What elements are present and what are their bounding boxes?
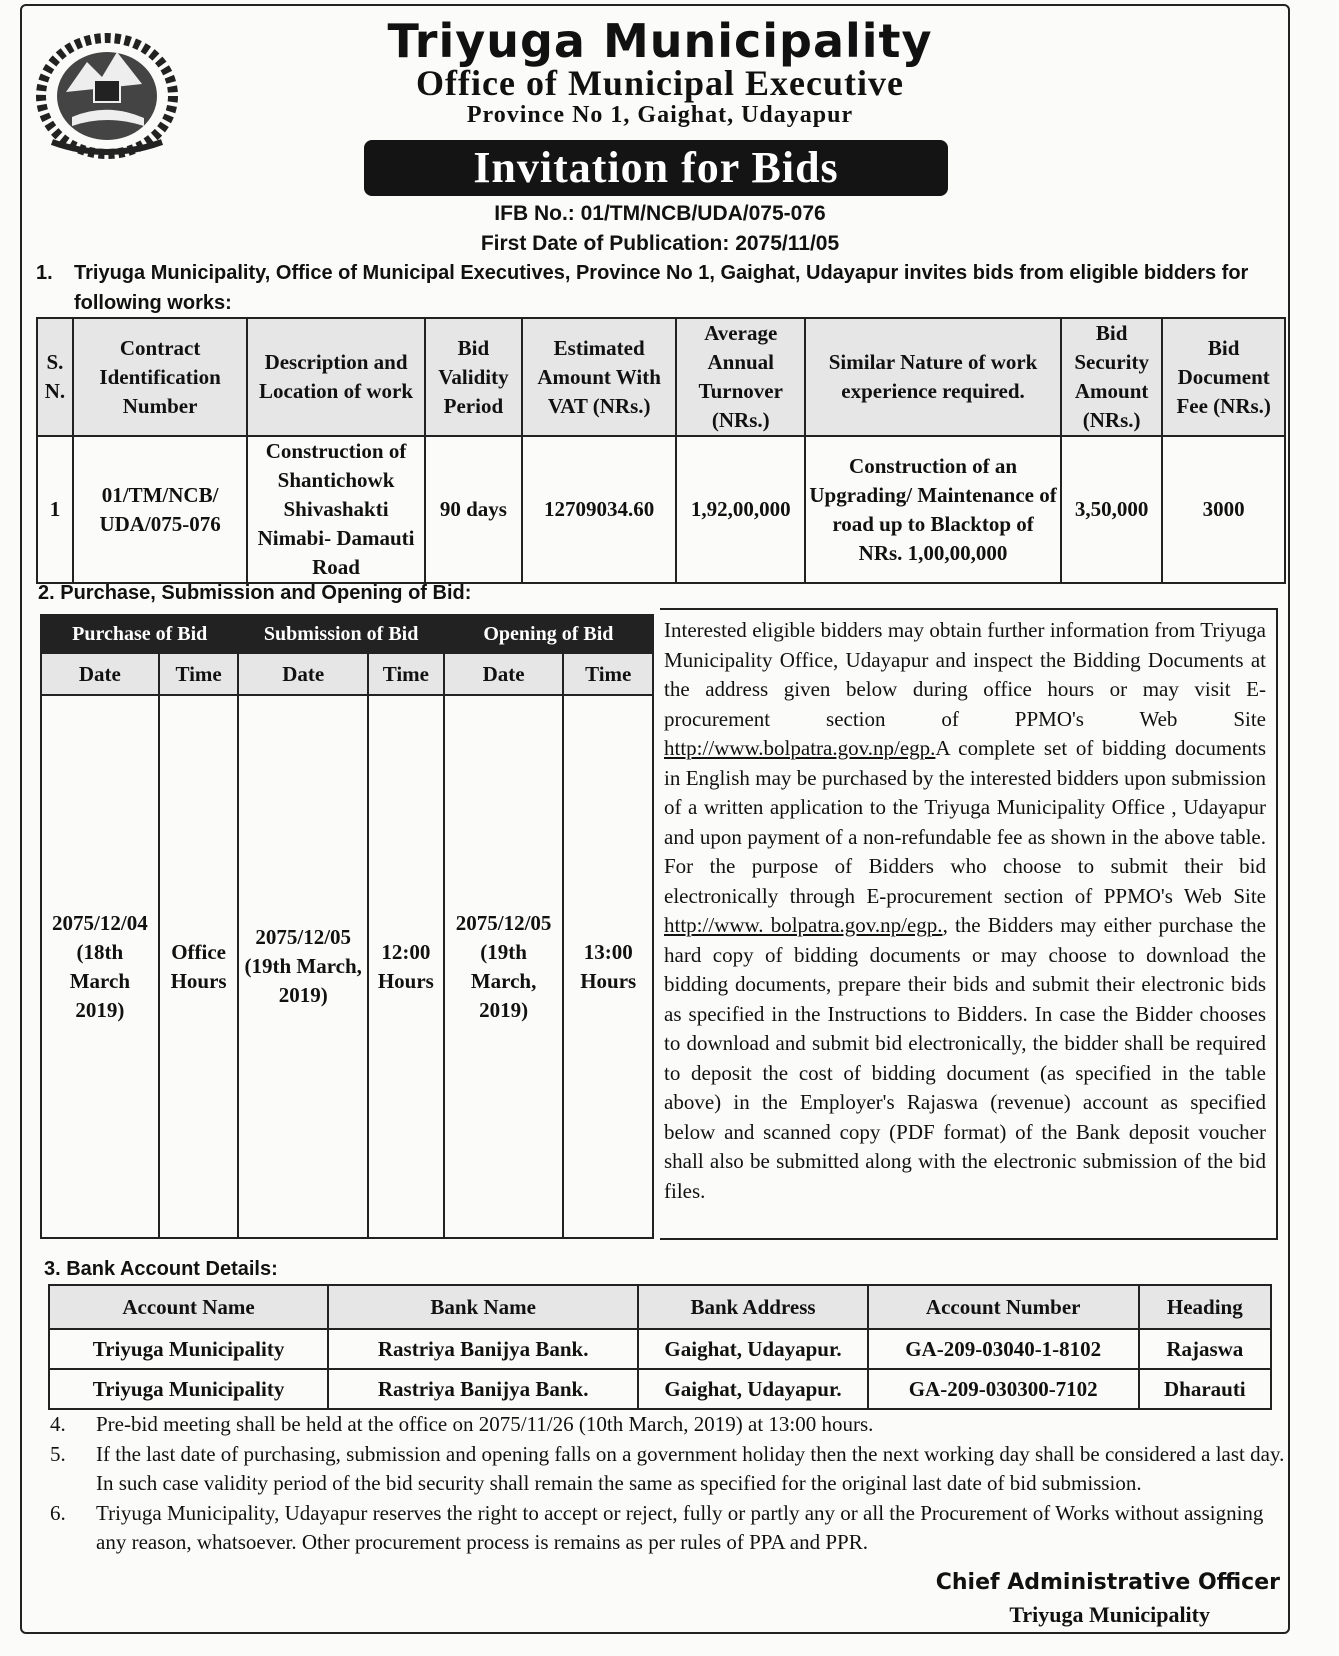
bank-header-heading: Heading — [1139, 1285, 1271, 1329]
account-number: GA-209-030300-7102 — [868, 1369, 1139, 1409]
schedule-subheader-time: Time — [368, 653, 444, 695]
works-cell-sn: 1 — [37, 436, 73, 583]
schedule-subheader-time: Time — [563, 653, 653, 695]
note-number: 6. — [50, 1500, 66, 1525]
opening-time: 13:00 Hours — [563, 695, 653, 1238]
bidding-info-paragraph — [660, 608, 1278, 1240]
works-header-description: Description and Location of work — [247, 318, 425, 436]
section-1-text: Triyuga Municipality, Office of Municipal Executives, Province No 1, Gaighat, Udayapur invites bids from eligible bidders for following works: — [74, 262, 1249, 314]
schedule-group-purchase: Purchase of Bid — [41, 615, 238, 653]
works-cell-turnover: 1,92,00,000 — [676, 436, 805, 583]
account-name: Triyuga Municipality — [49, 1369, 328, 1409]
bank-address: Gaighat, Udayapur. — [638, 1369, 868, 1409]
egp-link-2[interactable]: http://www. bolpatra.gov.np/egp. — [664, 913, 943, 937]
opening-date-cell — [444, 695, 564, 1238]
ifb-number: IFB No.: 01/TM/NCB/UDA/075-076 — [494, 202, 826, 225]
list-item — [50, 1410, 1290, 1440]
account-name: Triyuga Municipality — [49, 1329, 328, 1369]
section-3-title: 3. Bank Account Details: — [44, 1258, 278, 1280]
schedule-subheader-date: Date — [444, 653, 564, 695]
egp-link-1[interactable]: http://www.bolpatra.gov.np/egp. — [664, 736, 936, 760]
municipality-title: Triyuga Municipality — [387, 14, 933, 68]
schedule-subheader-date: Date — [238, 653, 368, 695]
table-row — [49, 1329, 1271, 1369]
schedule-subheader-time: Time — [159, 653, 239, 695]
works-cell-contract-id: 01/TM/NCB/ UDA/075-076 — [73, 436, 247, 583]
works-header-experience: Similar Nature of work experience required. — [805, 318, 1061, 436]
opening-date: 2075/12/05 — [455, 910, 552, 935]
publication-date: First Date of Publication: 2075/11/05 — [480, 232, 840, 255]
bank-header-bank-name: Bank Name — [328, 1285, 638, 1329]
works-cell-bid-security: 3,50,000 — [1061, 436, 1162, 583]
signatory-organization: Triyuga Municipality — [1009, 1602, 1210, 1627]
account-heading: Dharauti — [1139, 1369, 1271, 1409]
submission-date-cell — [238, 695, 368, 1238]
list-item — [50, 1440, 1290, 1499]
schedule-group-submission: Submission of Bid — [238, 615, 443, 653]
works-table — [36, 317, 1286, 584]
signatory-title: Chief Administrative Officer — [935, 1570, 1280, 1595]
account-number: GA-209-03040-1-8102 — [868, 1329, 1139, 1369]
purchase-time: Office Hours — [159, 695, 239, 1238]
schedule-table — [40, 614, 654, 1239]
purchase-date: 2075/12/04 — [52, 910, 148, 935]
works-header-doc-fee: Bid Document Fee (NRs.) — [1162, 318, 1285, 436]
nepal-emblem-logo — [32, 22, 182, 162]
bidding-info-text-c: , the Bidders may either purchase the hard copy of bidding documents or may choose to download the bidding documents, prepare their bids and submit their electronic bids as specified in the Instructions to Bidders. In case the Bidder chooses to download and submit bid electronically, the bidder shall be required to deposit the cost of bidding document (as specified in the table above) in the Employer's Rajaswa (revenue) account as specified below and scanned copy (PDF format) of the Bank deposit voucher shall also be submitted along with the electronic submission of the bid files. — [664, 913, 1266, 1203]
submission-time: 12:00 Hours — [368, 695, 444, 1238]
note-text: If the last date of purchasing, submission and opening falls on a government holiday then the next working day shall be considered a last day. In such case validity period of the bid security shall remain the same as specified for the original last date of bid submission. — [96, 1441, 1285, 1495]
submission-date: 2075/12/05 — [255, 925, 352, 949]
works-header-sn: S. N. — [37, 318, 73, 436]
purchase-date-note: (18th March 2019) — [69, 939, 130, 1022]
bank-name: Rastriya Banijya Bank. — [328, 1329, 638, 1369]
works-cell-validity: 90 days — [425, 436, 522, 583]
schedule-subheader-date: Date — [41, 653, 159, 695]
table-row — [49, 1369, 1271, 1409]
notes-list — [50, 1410, 1290, 1558]
bank-header-bank-address: Bank Address — [638, 1285, 868, 1329]
account-heading: Rajaswa — [1139, 1329, 1271, 1369]
works-cell-experience: Construction of an Upgrading/ Maintenance of road up to Blacktop of NRs. 1,00,00,000 — [805, 436, 1061, 583]
purchase-date-cell — [41, 695, 159, 1238]
office-title: Office of Municipal Executive — [416, 63, 904, 103]
submission-date-note: (19th March, 2019) — [244, 954, 362, 1007]
works-header-estimated-amount: Estimated Amount With VAT (NRs.) — [522, 318, 676, 436]
office-address: Province No 1, Gaighat, Udayapur — [466, 102, 854, 128]
invitation-banner: Invitation for Bids — [364, 140, 948, 196]
works-header-contract-id: Contract Identification Number — [73, 318, 247, 436]
section-2-title: 2. Purchase, Submission and Opening of Bid: — [38, 582, 472, 604]
works-cell-doc-fee: 3000 — [1162, 436, 1285, 583]
note-number: 4. — [50, 1412, 66, 1436]
note-text: Pre-bid meeting shall be held at the office on 2075/11/26 (10th March, 2019) at 13:00 hours. — [96, 1412, 874, 1436]
bidding-info-text-a: Interested eligible bidders may obtain further information from Triyuga Municipality Office, Udayapur and inspect the Bidding Documents at the address given below during office hours or may visit E-procurement section of PPMO's Web Site — [664, 618, 1266, 731]
works-header-turnover: Average Annual Turnover (NRs.) — [676, 318, 805, 436]
note-number: 5. — [50, 1441, 66, 1466]
works-cell-description: Construction of Shantichowk Shivashakti Nimabi- Damauti Road — [247, 436, 425, 583]
section-1-number: 1. — [36, 262, 53, 284]
bank-header-account-number: Account Number — [868, 1285, 1139, 1329]
bank-name: Rastriya Banijya Bank. — [328, 1369, 638, 1409]
bank-account-table — [48, 1284, 1272, 1410]
works-header-bid-security: Bid Security Amount (NRs.) — [1061, 318, 1162, 436]
bank-address: Gaighat, Udayapur. — [638, 1329, 868, 1369]
bidding-info-text-b: A complete set of bidding documents in English may be purchased by the interested bidders upon submission of a written application to the Triyuga Municipality Office , Udayapur and upon payment of a non-refundable fee as shown in the above table. For the purpose of Bidders who choose to submit their bid electronically through E-procurement section of PPMO's Web Site — [664, 736, 1266, 908]
works-cell-estimated-amount: 12709034.60 — [522, 436, 676, 583]
opening-date-note: (19th March, 2019) — [470, 939, 537, 1022]
bank-header-account-name: Account Name — [49, 1285, 328, 1329]
schedule-group-opening: Opening of Bid — [444, 615, 653, 653]
works-header-validity: Bid Validity Period — [425, 318, 522, 436]
list-item — [50, 1499, 1290, 1558]
note-text: Triyuga Municipality, Udayapur reserves the right to accept or reject, fully or partly any or all the Procurement of Works without assigning any reason, whatsoever. Other procurement process is remains as per rules of PPA and PPR. — [96, 1500, 1264, 1554]
